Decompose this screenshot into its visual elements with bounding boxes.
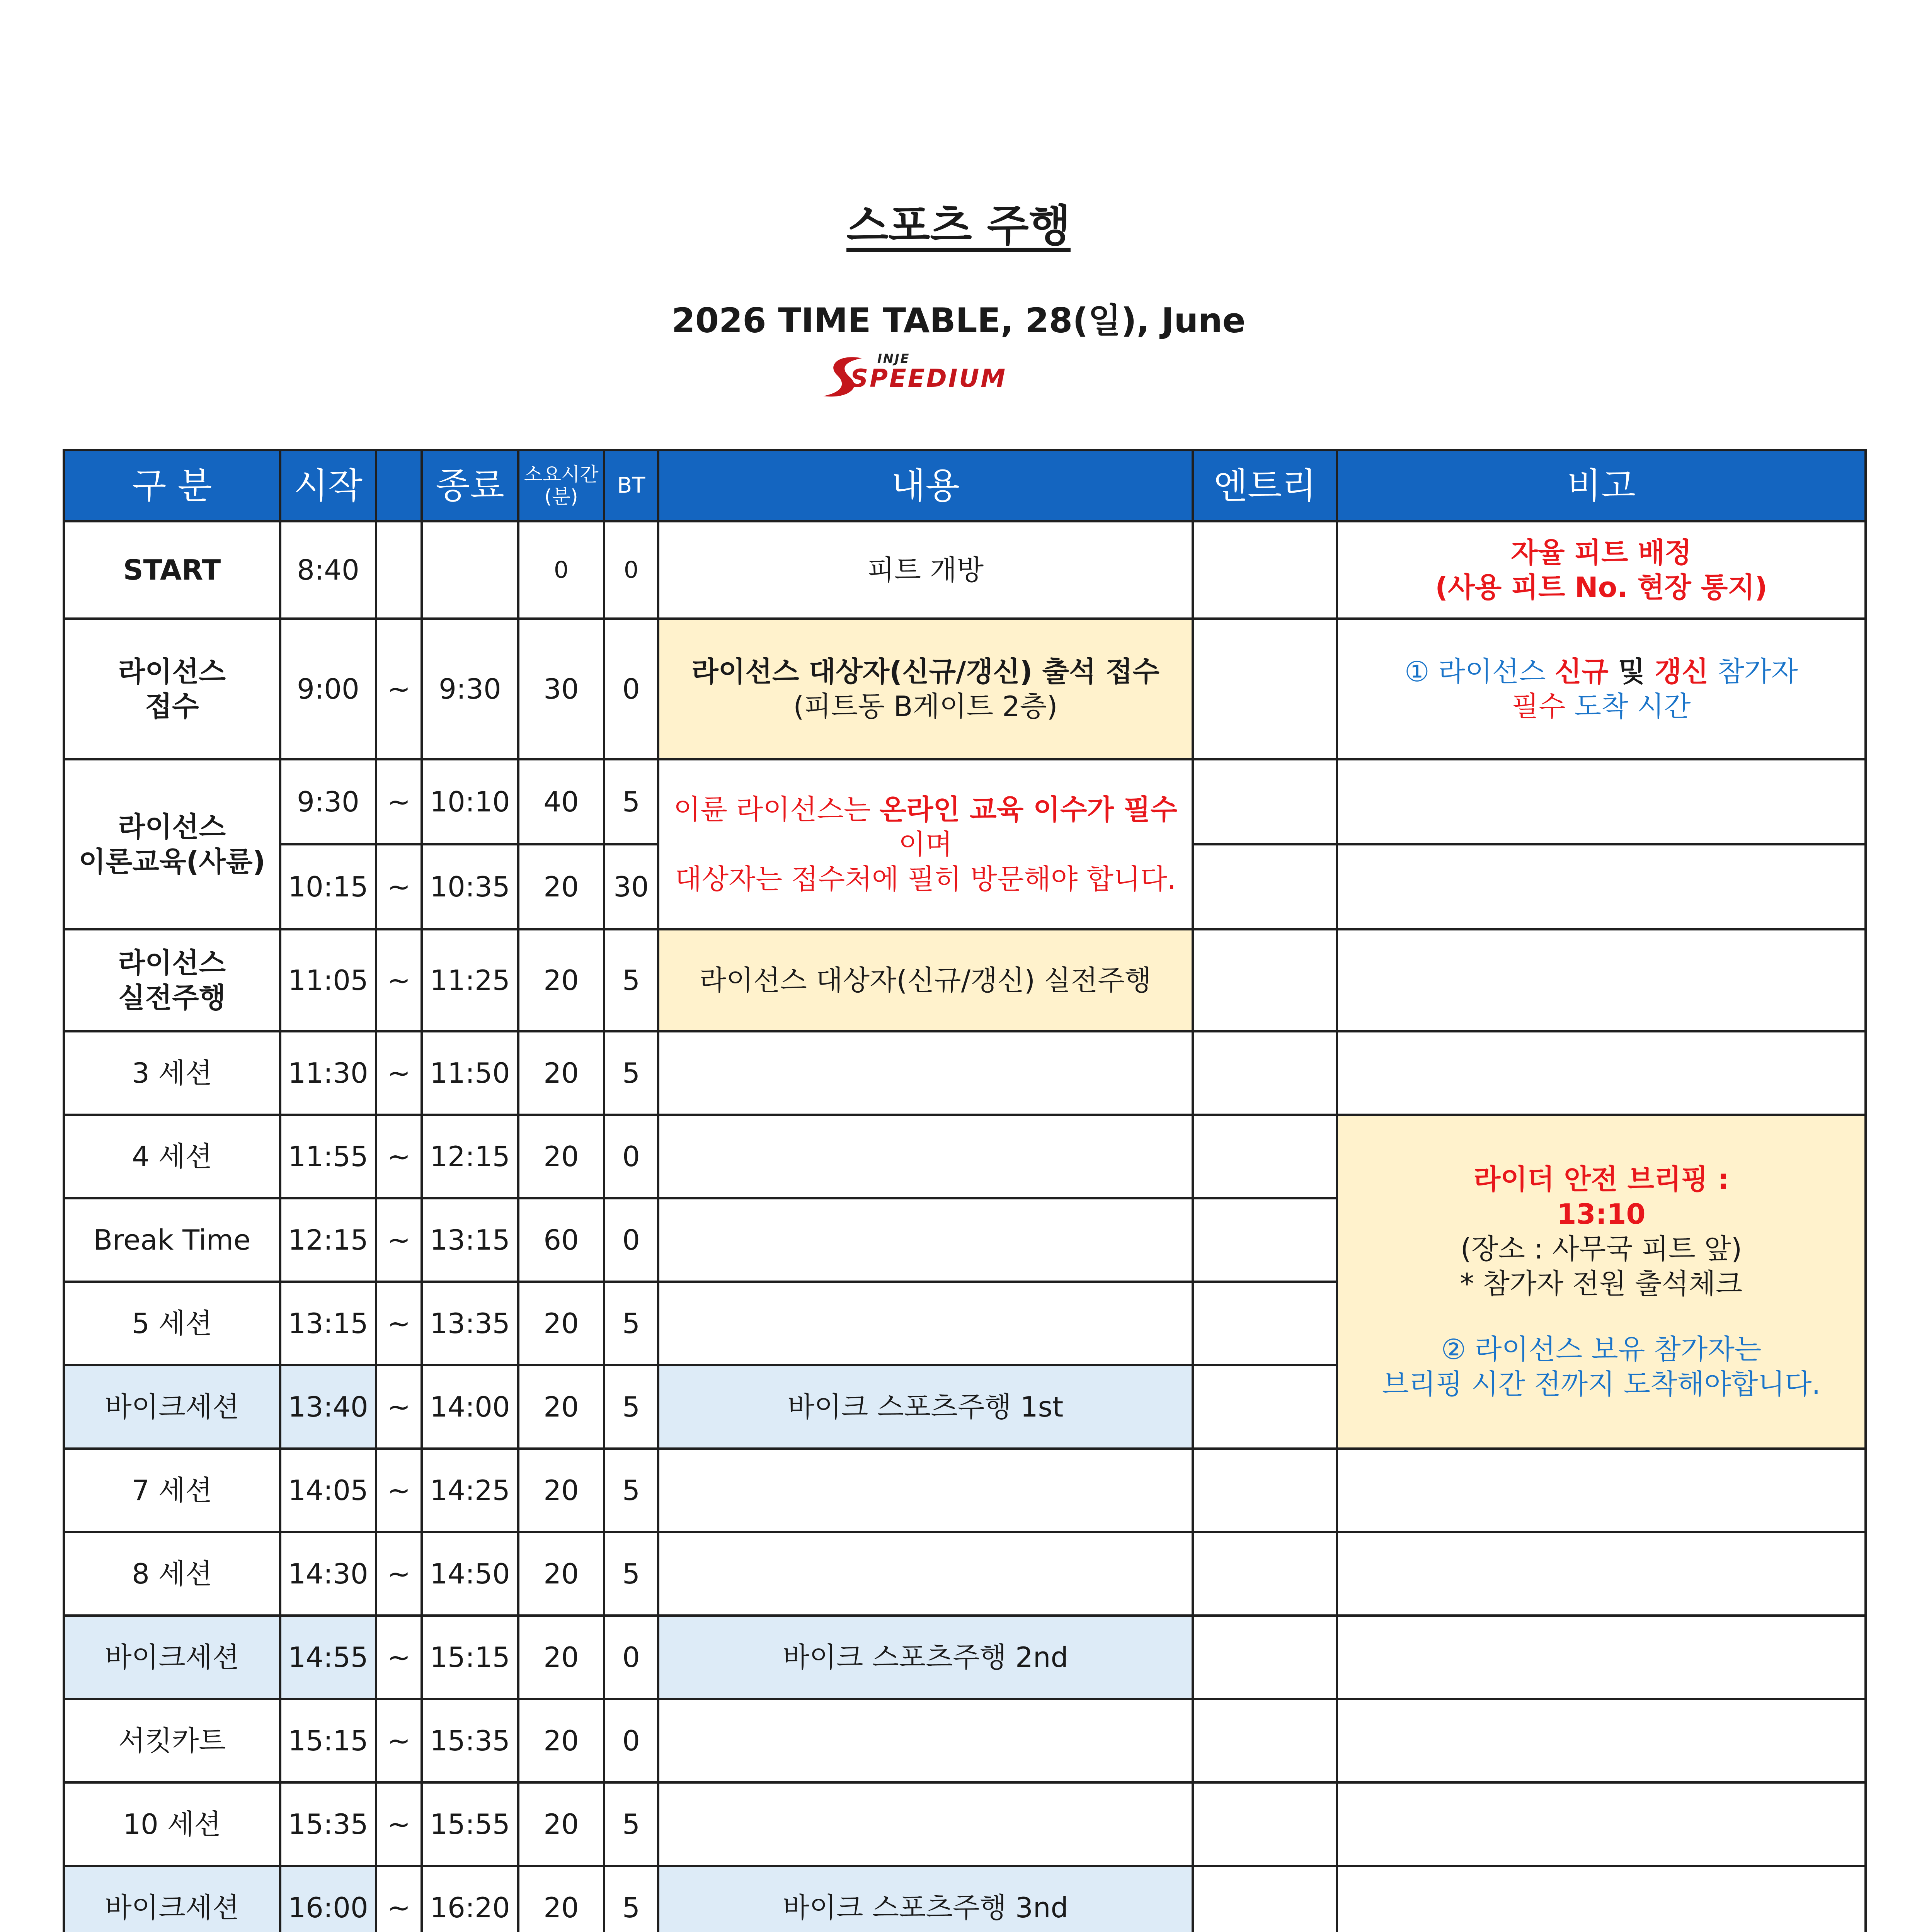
cell-duration: 20	[518, 1115, 604, 1198]
cell-end	[422, 521, 518, 619]
cell-remark-start	[1337, 521, 1866, 619]
table-row	[64, 1699, 1866, 1782]
cell-entry	[1193, 521, 1337, 619]
col-duration: 소요시간 (분)	[518, 450, 604, 521]
cell-end: 15:35	[422, 1699, 518, 1782]
cell-duration: 60	[518, 1198, 604, 1282]
cell-duration: 20	[518, 844, 604, 929]
cell-bt: 5	[604, 1782, 658, 1866]
cell-start: 10:15	[280, 844, 376, 929]
col-content: 내용	[658, 450, 1193, 521]
cell-content	[658, 619, 1193, 759]
cell-duration: 0	[518, 521, 604, 619]
cell-remark-license	[1337, 619, 1866, 759]
cell-content: 바이크 스포츠주행 3nd	[658, 1866, 1193, 1932]
cell-entry	[1193, 1282, 1337, 1365]
cell-remarks	[1337, 844, 1866, 929]
cell-bt: 5	[604, 759, 658, 844]
cell-category: Break Time	[64, 1198, 280, 1282]
cell-sep: ~	[376, 1449, 422, 1532]
cell-content	[658, 1782, 1193, 1866]
cell-duration: 30	[518, 619, 604, 759]
cell-category: 5 세션	[64, 1282, 280, 1365]
table-row	[64, 619, 1866, 759]
cell-start: 11:30	[280, 1031, 376, 1115]
cell-content	[658, 1282, 1193, 1365]
remark-line: * 참가자 전원 출석체크	[1460, 1267, 1743, 1300]
remark-line: (장소 : 사무국 피트 앞)	[1460, 1233, 1742, 1265]
cell-end: 14:00	[422, 1365, 518, 1449]
table-row	[64, 1532, 1866, 1616]
cell-content: 바이크 스포츠주행 2nd	[658, 1616, 1193, 1699]
cell-end: 12:15	[422, 1115, 518, 1198]
cell-bt: 0	[604, 619, 658, 759]
table-row	[64, 1616, 1866, 1699]
cell-start: 16:00	[280, 1866, 376, 1932]
cell-end: 13:35	[422, 1282, 518, 1365]
cell-start: 8:40	[280, 521, 376, 619]
cell-entry	[1193, 1866, 1337, 1932]
cell-entry	[1193, 1449, 1337, 1532]
cell-entry	[1193, 619, 1337, 759]
cell-bt: 5	[604, 1449, 658, 1532]
cell-bt: 0	[604, 521, 658, 619]
cell-category: 라이선스 접수	[64, 619, 280, 759]
cell-start: 11:55	[280, 1115, 376, 1198]
cell-entry	[1193, 1699, 1337, 1782]
cell-end: 11:50	[422, 1031, 518, 1115]
cell-sep: ~	[376, 1198, 422, 1282]
col-start: 시작	[280, 450, 376, 521]
cell-category: 바이크세션	[64, 1866, 280, 1932]
col-remarks: 비고	[1337, 450, 1866, 521]
cell-entry	[1193, 844, 1337, 929]
remark-line: 브리핑 시간 전까지 도착해야합니다.	[1382, 1368, 1821, 1400]
cell-bt: 0	[604, 1198, 658, 1282]
header-row	[64, 450, 1866, 521]
cell-bt: 0	[604, 1115, 658, 1198]
cell-duration: 20	[518, 1782, 604, 1866]
cell-entry	[1193, 929, 1337, 1031]
cell-bt: 0	[604, 1699, 658, 1782]
cell-content	[658, 1031, 1193, 1115]
cell-sep: ~	[376, 1782, 422, 1866]
cell-bt: 5	[604, 1031, 658, 1115]
cell-bt: 5	[604, 1365, 658, 1449]
cell-category: 10 세션	[64, 1782, 280, 1866]
speedium-logo	[819, 350, 1036, 400]
cell-start: 12:15	[280, 1198, 376, 1282]
cell-remarks	[1337, 759, 1866, 844]
cell-sep: ~	[376, 1031, 422, 1115]
cell-entry	[1193, 1031, 1337, 1115]
cell-category: 4 세션	[64, 1115, 280, 1198]
cell-sep: ~	[376, 1699, 422, 1782]
col-bt: BT	[604, 450, 658, 521]
cell-start: 13:15	[280, 1282, 376, 1365]
cell-end: 13:15	[422, 1198, 518, 1282]
cell-duration: 20	[518, 929, 604, 1031]
cell-content	[658, 1532, 1193, 1616]
table-row	[64, 1031, 1866, 1115]
cell-entry	[1193, 1365, 1337, 1449]
cell-category: 서킷카트	[64, 1699, 280, 1782]
cell-category: 라이선스 이론교육(사륜)	[64, 759, 280, 929]
cell-content: 피트 개방	[658, 521, 1193, 619]
cell-end: 15:55	[422, 1782, 518, 1866]
cell-end: 16:20	[422, 1866, 518, 1932]
cell-category: 라이선스 실전주행	[64, 929, 280, 1031]
cell-duration: 20	[518, 1449, 604, 1532]
remark-line: 자율 피트 배정	[1511, 536, 1692, 569]
cell-end: 11:25	[422, 929, 518, 1031]
cell-sep: ~	[376, 1115, 422, 1198]
remark-line: ② 라이선스 보유 참가자는	[1441, 1333, 1762, 1366]
cell-entry	[1193, 1616, 1337, 1699]
cell-sep: ~	[376, 1282, 422, 1365]
cell-sep: ~	[376, 1532, 422, 1616]
table-row	[64, 929, 1866, 1031]
cell-duration: 20	[518, 1031, 604, 1115]
cell-category: 7 세션	[64, 1449, 280, 1532]
cell-content: 라이선스 대상자(신규/갱신) 실전주행	[658, 929, 1193, 1031]
cell-start: 11:05	[280, 929, 376, 1031]
cell-bt: 5	[604, 1866, 658, 1932]
table-row	[64, 521, 1866, 619]
cell-duration: 20	[518, 1699, 604, 1782]
cell-end: 10:35	[422, 844, 518, 929]
cell-sep: ~	[376, 1616, 422, 1699]
cell-entry	[1193, 1115, 1337, 1198]
cell-bt: 5	[604, 929, 658, 1031]
cell-category: 바이크세션	[64, 1365, 280, 1449]
remark-line: 13:10	[1557, 1198, 1646, 1230]
cell-entry	[1193, 1532, 1337, 1616]
table-row	[64, 1782, 1866, 1866]
remark-line: 필수 도착 시간	[1512, 690, 1691, 723]
cell-end: 14:50	[422, 1532, 518, 1616]
cell-start: 14:55	[280, 1616, 376, 1699]
cell-sep: ~	[376, 619, 422, 759]
cell-remarks	[1337, 1782, 1866, 1866]
cell-duration: 40	[518, 759, 604, 844]
cell-bt: 5	[604, 1532, 658, 1616]
content-line: 라이선스 대상자(신규/갱신) 출석 접수	[691, 655, 1159, 688]
logo-inje-text: INJE	[877, 351, 910, 366]
cell-remark-briefing	[1337, 1115, 1866, 1449]
cell-content	[658, 1449, 1193, 1532]
cell-duration: 20	[518, 1532, 604, 1616]
timetable-subtitle: 2026 TIME TABLE, 28(일), June	[671, 301, 1246, 340]
cell-entry	[1193, 1782, 1337, 1866]
cell-bt: 30	[604, 844, 658, 929]
cell-category: 3 세션	[64, 1031, 280, 1115]
cell-category: START	[64, 521, 280, 619]
cell-remarks	[1337, 1866, 1866, 1932]
cell-start: 15:35	[280, 1782, 376, 1866]
page-title: 스포츠 주행	[846, 201, 1071, 251]
cell-sep: ~	[376, 1866, 422, 1932]
cell-sep: ~	[376, 844, 422, 929]
cell-start: 14:30	[280, 1532, 376, 1616]
table-row	[64, 1115, 1866, 1198]
table-row	[64, 1449, 1866, 1532]
cell-entry	[1193, 1198, 1337, 1282]
timetable	[63, 449, 1867, 1932]
col-entry: 엔트리	[1193, 450, 1337, 521]
table-row	[64, 1866, 1866, 1932]
cell-start: 9:30	[280, 759, 376, 844]
remark-spacer	[1342, 1301, 1861, 1332]
cell-duration: 20	[518, 1866, 604, 1932]
cell-entry	[1193, 759, 1337, 844]
cell-content	[658, 1115, 1193, 1198]
cell-bt: 5	[604, 1282, 658, 1365]
cell-category: 8 세션	[64, 1532, 280, 1616]
cell-end: 14:25	[422, 1449, 518, 1532]
cell-end: 10:10	[422, 759, 518, 844]
remark-line: 라이더 안전 브리핑 :	[1473, 1163, 1729, 1196]
cell-content: 바이크 스포츠주행 1st	[658, 1365, 1193, 1449]
cell-remarks	[1337, 929, 1866, 1031]
cell-content	[658, 1699, 1193, 1782]
cell-start: 14:05	[280, 1449, 376, 1532]
cell-sep	[376, 521, 422, 619]
table-row	[64, 759, 1866, 844]
remark-line: (사용 피트 No. 현장 통지)	[1435, 571, 1767, 604]
cell-sep: ~	[376, 759, 422, 844]
cell-end: 9:30	[422, 619, 518, 759]
cell-remarks	[1337, 1699, 1866, 1782]
content-line: 이륜 라이선스는 온라인 교육 이수가 필수이며	[673, 793, 1178, 861]
col-separator	[376, 450, 422, 521]
cell-duration: 20	[518, 1365, 604, 1449]
cell-end: 15:15	[422, 1616, 518, 1699]
cell-category: 바이크세션	[64, 1616, 280, 1699]
cell-sep: ~	[376, 929, 422, 1031]
content-line: (피트동 B게이트 2층)	[793, 690, 1058, 723]
cell-content-theory	[658, 759, 1193, 929]
content-line: 대상자는 접수처에 필히 방문해야 합니다.	[675, 863, 1176, 895]
cell-bt: 0	[604, 1616, 658, 1699]
remark-line: ① 라이선스 신규 및 갱신 참가자	[1405, 655, 1798, 688]
logo-speedium-text: SPEEDIUM	[850, 364, 1007, 393]
cell-start: 15:15	[280, 1699, 376, 1782]
cell-sep: ~	[376, 1365, 422, 1449]
cell-duration: 20	[518, 1282, 604, 1365]
cell-remarks	[1337, 1616, 1866, 1699]
cell-start: 9:00	[280, 619, 376, 759]
col-end: 종료	[422, 450, 518, 521]
cell-remarks	[1337, 1449, 1866, 1532]
cell-remarks	[1337, 1031, 1866, 1115]
cell-content	[658, 1198, 1193, 1282]
cell-duration: 20	[518, 1616, 604, 1699]
cell-remarks	[1337, 1532, 1866, 1616]
col-category: 구 분	[64, 450, 280, 521]
cell-start: 13:40	[280, 1365, 376, 1449]
